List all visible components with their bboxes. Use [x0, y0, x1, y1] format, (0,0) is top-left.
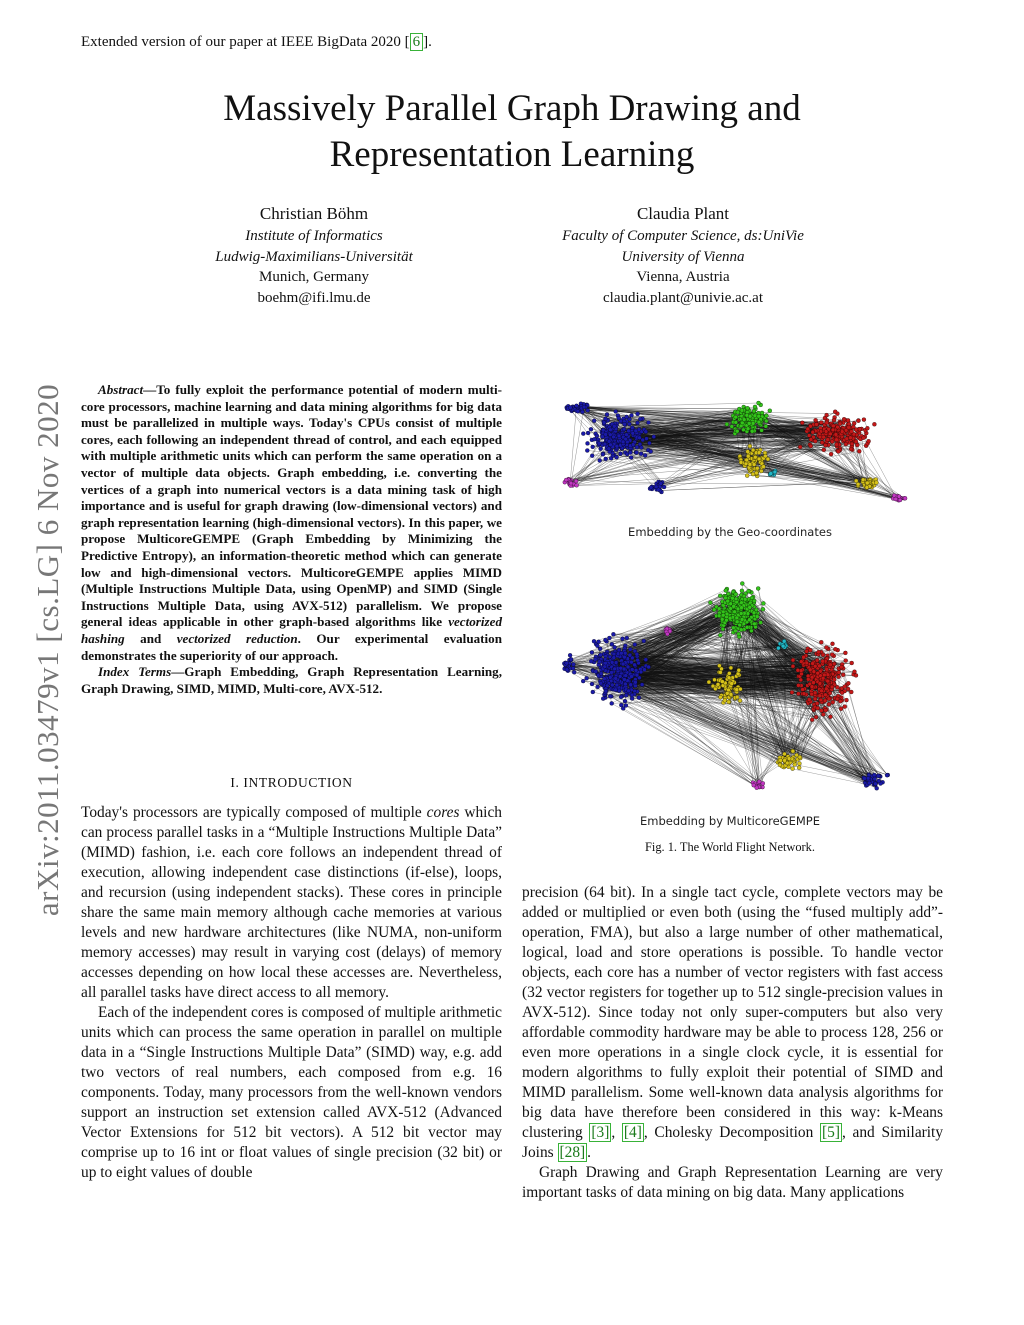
gempe-embedding-plot — [548, 556, 912, 811]
section-heading: I. INTRODUCTION — [230, 775, 353, 790]
header-note: Extended version of our paper at IEEE BigData 2020 [ 6 ]. — [81, 34, 432, 50]
author-email: boehm@ifi.lmu.de — [257, 289, 371, 306]
author-block-1 — [180, 202, 448, 308]
graph-figure-geo — [548, 388, 912, 518]
abstract: Abstract—To fully exploit the performance potential of modern multi-core processors, machine learning and data mining algorithms for big data must be parallelized in multiple ways. Today's CPUs consist of multiple cores, each following an independent thread of control, and each equipped with multiple arithmetic units which can perform the same operation on a vector of multiple data objects. Graph embedding, i.e. converting the vertices of a graph into numerical vectors is a data mining task of high importance and is useful for graph drawing (low-dimensional vectors) and graph representation learning (high-dimensional vectors). In this paper, we propose MulticoreGEMPE (Graph Embedding by Minimizing the Predictive Entropy), an information-theoretic method which can generate low and high-dimensional vectors. MulticoreGEMPE applies MIMD (Multiple Instructions Multiple Data, using OpenMP) and SIMD (Single Instructions Multiple Data, using AVX-512) parallelism. We propose general ideas applicable in other graph-based algorithms like vectorized hashing and vectorized reduction. Our experimental evaluation demonstrates the superiority of our approach. Index Terms—Graph Embedding, Graph Representation Learning, Graph Drawing, SIMD, MIMD, Multi-core, AVX-512. — [81, 382, 502, 696]
figure-subcaption: Embedding by MulticoreGEMPE — [640, 814, 820, 828]
paper-title: Massively Parallel Graph Drawing and Representation Learning — [223, 88, 801, 175]
author-affiliation: Faculty of Computer Science, ds:UniVie — [562, 228, 804, 244]
author-name: Christian Böhm — [259, 204, 369, 223]
paragraph: Today's processors are typically composed of multiple cores which can process parallel tasks in a “Multiple Instructions Multiple Data” (MIMD) fashion, i.e. each core follows an independent thread of execution, allowing independent case distinctions (if-else), loops, and recursion (using independent stacks). These cores in principle share the same main memory although cache memories at various levels and new hardware architectures (like NUMA, non-uniform memory accesses) may result in varying cost (delays) of memory accesses depending on how local these accesses are. Nevertheless, all parallel tasks have direct access to all memory. — [81, 804, 502, 1001]
geo-embedding-plot — [548, 388, 912, 518]
body-column-left — [81, 803, 502, 1183]
figure-caption: Fig. 1. The World Flight Network. — [645, 840, 815, 854]
arxiv-identifier: arXiv:2011.03479v1 [cs.LG] 6 Nov 2020 — [30, 383, 65, 917]
citation-link[interactable]: [4] — [623, 1124, 642, 1141]
citation-link[interactable]: [3] — [591, 1124, 610, 1141]
author-name: Claudia Plant — [636, 204, 730, 223]
author-email: claudia.plant@univie.ac.at — [603, 289, 763, 306]
author-affiliation: University of Vienna — [621, 248, 745, 265]
paragraph: Graph Drawing and Graph Representation Learning are very important tasks of data mining on big data. Many applications — [522, 1164, 943, 1201]
body-column-right — [522, 883, 943, 1203]
graph-figure-gempe — [548, 556, 912, 811]
paragraph: Each of the independent cores is composed of multiple arithmetic units which can process the same operation in parallel on multiple data in a “Single Instructions Multiple Data” (SIMD) way, e.g. add two vectors of real numbers, each composed from e.g. 16 components. Today, many processors from the well-known vendors support an instruction set extension called AVX-512 (Advanced Vector Extensions for 512 bit vectors). A 512 bit vector may comprise up to 16 int or float values of single precision (32 bit) or up to eight values of double — [81, 1004, 502, 1181]
paragraph: precision (64 bit). In a single tact cycle, complete vectors may be added or multiplied or even both (using the “fused multiply add”-operation, FMA), but also a large number of other mathematical, logical, load and store operations is possible. To handle vector objects, each core has a number of vector registers with fast access (32 vector registers for together up to 512 single-precision values in AVX-512). Since today not only super-computers but also very affordable commodity hardware may be able to process 128, 256 or even more operations in a single clock cycle, it is essential for modern algorithms to fully exploit their potential of SIMD and MIMD parallelism. Some well-known data analysis algorithms for big data have therefore been considered in this way: k-Means clustering [3] , [4] , Cholesky Decomposition [5] , and Similarity Joins [28] . — [522, 884, 944, 1161]
author-location: Vienna, Austria — [636, 269, 730, 285]
author-location: Munich, Germany — [259, 269, 369, 285]
author-affiliation: Institute of Informatics — [245, 228, 383, 244]
abstract-label: Abstract — [98, 382, 144, 397]
header-citation-link[interactable]: 6 — [410, 33, 424, 51]
author-affiliation: Ludwig-Maximilians-Universität — [215, 248, 413, 265]
index-terms: Index Terms—Graph Embedding, Graph Representation Learning, Graph Drawing, SIMD, MIMD, Multi-core, AVX-512. — [81, 664, 502, 696]
author-block-2 — [520, 202, 846, 308]
figure-subcaption: Embedding by the Geo-coordinates — [628, 525, 832, 539]
citation-link[interactable]: [28] — [559, 1144, 586, 1161]
citation-link[interactable]: [5] — [822, 1124, 840, 1141]
